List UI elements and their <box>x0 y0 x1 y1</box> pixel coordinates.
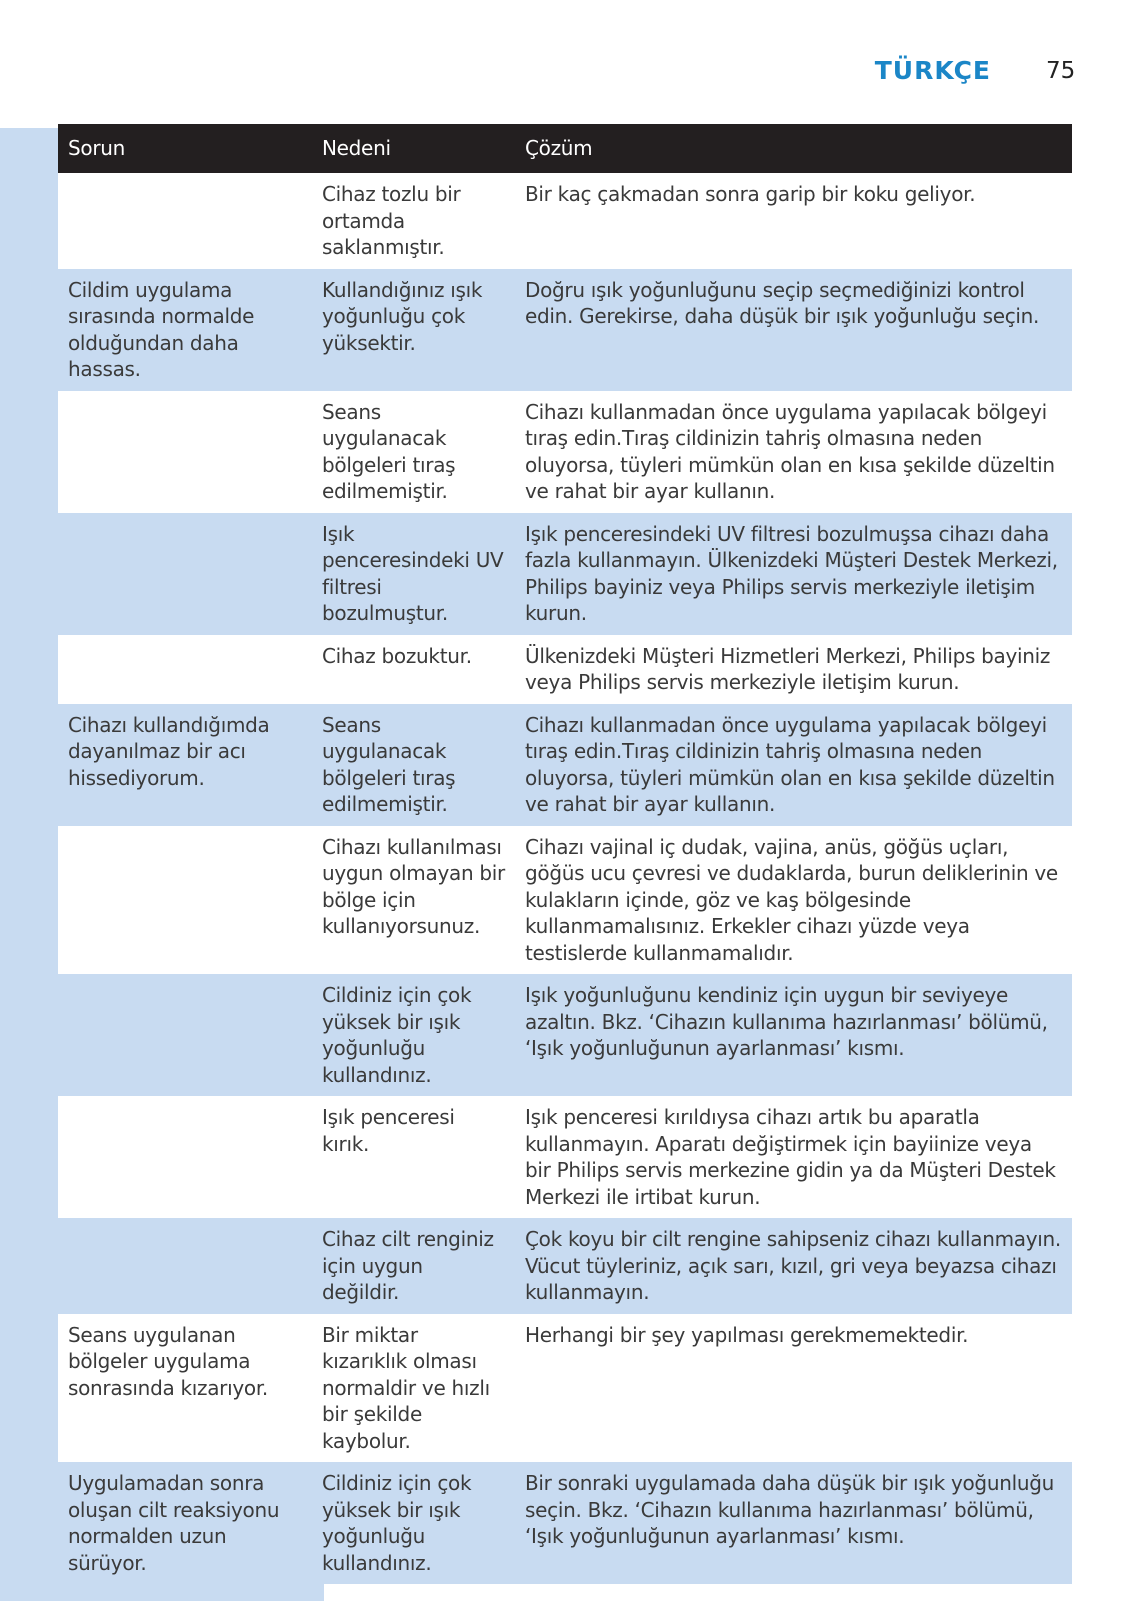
cause-cell: Seans uygulanacak bölgeleri tıraş edilmemiştir. <box>312 391 515 513</box>
troubleshooting-table <box>58 124 1072 1584</box>
table-row <box>58 513 1072 635</box>
page-number: 75 <box>1046 58 1076 84</box>
problem-cell <box>58 513 312 635</box>
problem-cell: Cildim uygulama sırasında normalde olduğundan daha hassas. <box>58 269 312 391</box>
problem-cell <box>58 391 312 513</box>
cause-cell: Cildiniz için çok yüksek bir ışık yoğunluğu kullandınız. <box>312 974 515 1096</box>
problem-cell <box>58 1218 312 1314</box>
table-row <box>58 704 1072 826</box>
problem-cell: Uygulamadan sonra oluşan cilt reaksiyonu normalden uzun sürüyor. <box>58 1462 312 1584</box>
problem-cell <box>58 826 312 975</box>
table-row <box>58 974 1072 1096</box>
table-row <box>58 269 1072 391</box>
solution-cell: Cihazı kullanmadan önce uygulama yapılacak bölgeyi tıraş edin.Tıraş cildinizin tahriş olmasına neden oluyorsa, tüyleri mümkün olan en kısa şekilde düzeltin ve rahat bir ayar kullanın. <box>515 704 1072 826</box>
table-row <box>58 173 1072 269</box>
solution-cell: Çok koyu bir cilt rengine sahipseniz cihazı kullanmayın. Vücut tüyleriniz, açık sarı, kızıl, gri veya beyazsa cihazı kullanmayın. <box>515 1218 1072 1314</box>
table-row <box>58 1462 1072 1584</box>
solution-cell: Cihazı vajinal iç dudak, vajina, anüs, göğüs uçları, göğüs ucu çevresi ve dudaklarda, burun deliklerinin ve kulakların içinde, göz ve kaş bölgesinde kullanmamalısınız. Erkekler cihazı yüzde veya testislerde kullanmamalıdır. <box>515 826 1072 975</box>
cause-cell: Cihazı kullanılması uygun olmayan bir bölge için kullanıyorsunuz. <box>312 826 515 975</box>
table-row <box>58 826 1072 975</box>
cause-cell: Bir miktar kızarıklık olması normaldir ve hızlı bir şekilde kaybolur. <box>312 1314 515 1463</box>
problem-cell: Cihazı kullandığımda dayanılmaz bir acı hissediyorum. <box>58 704 312 826</box>
column-header-problem: Sorun <box>58 124 312 173</box>
solution-cell: Işık penceresi kırıldıysa cihazı artık bu aparatla kullanmayın. Aparatı değiştirmek için bayiinize veya bir Philips servis merkezine gidin ya da Müşteri Destek Merkezi ile irtibat kurun. <box>515 1096 1072 1218</box>
solution-cell: Işık yoğunluğunu kendiniz için uygun bir seviyeye azaltın. Bkz. ‘Cihazın kullanıma hazırlanması’ bölümü, ‘Işık yoğunluğunun ayarlanması’ kısmı. <box>515 974 1072 1096</box>
problem-cell <box>58 974 312 1096</box>
solution-cell: Herhangi bir şey yapılması gerekmemektedir. <box>515 1314 1072 1463</box>
cause-cell: Cihaz bozuktur. <box>312 635 515 704</box>
cause-cell: Işık penceresi kırık. <box>312 1096 515 1218</box>
cause-cell: Seans uygulanacak bölgeleri tıraş edilmemiştir. <box>312 704 515 826</box>
problem-cell <box>58 635 312 704</box>
solution-cell: Ülkenizdeki Müşteri Hizmetleri Merkezi, Philips bayiniz veya Philips servis merkeziyle iletişim kurun. <box>515 635 1072 704</box>
problem-cell <box>58 173 312 269</box>
solution-cell: Bir kaç çakmadan sonra garip bir koku geliyor. <box>515 173 1072 269</box>
cause-cell: Kullandığınız ışık yoğunluğu çok yüksektir. <box>312 269 515 391</box>
table-row <box>58 1096 1072 1218</box>
table-row <box>58 1314 1072 1463</box>
table-row <box>58 635 1072 704</box>
problem-cell <box>58 1096 312 1218</box>
column-header-cause: Nedeni <box>312 124 515 173</box>
language-heading: TÜRKÇE <box>874 56 991 85</box>
side-color-band <box>0 128 58 1601</box>
column-header-solution: Çözüm <box>515 124 1072 173</box>
solution-cell: Bir sonraki uygulamada daha düşük bir ışık yoğunluğu seçin. Bkz. ‘Cihazın kullanıma hazırlanması’ bölümü, ‘Işık yoğunluğunun ayarlanması’ kısmı. <box>515 1462 1072 1584</box>
table-row <box>58 1218 1072 1314</box>
problem-cell: Seans uygulanan bölgeler uygulama sonrasında kızarıyor. <box>58 1314 312 1463</box>
cause-cell: Cildiniz için çok yüksek bir ışık yoğunluğu kullandınız. <box>312 1462 515 1584</box>
solution-cell: Işık penceresindeki UV filtresi bozulmuşsa cihazı daha fazla kullanmayın. Ülkenizdeki Müşteri Destek Merkezi, Philips bayiniz veya Philips servis merkeziyle iletişim kurun. <box>515 513 1072 635</box>
cause-cell: Cihaz tozlu bir ortamda saklanmıştır. <box>312 173 515 269</box>
solution-cell: Cihazı kullanmadan önce uygulama yapılacak bölgeyi tıraş edin.Tıraş cildinizin tahriş olmasına neden oluyorsa, tüyleri mümkün olan en kısa şekilde düzeltin ve rahat bir ayar kullanın. <box>515 391 1072 513</box>
table-row <box>58 391 1072 513</box>
table-header-row <box>58 124 1072 173</box>
cause-cell: Işık penceresindeki UV filtresi bozulmuştur. <box>312 513 515 635</box>
solution-cell: Doğru ışık yoğunluğunu seçip seçmediğinizi kontrol edin. Gerekirse, daha düşük bir ışık yoğunluğu seçin. <box>515 269 1072 391</box>
cause-cell: Cihaz cilt renginiz için uygun değildir. <box>312 1218 515 1314</box>
